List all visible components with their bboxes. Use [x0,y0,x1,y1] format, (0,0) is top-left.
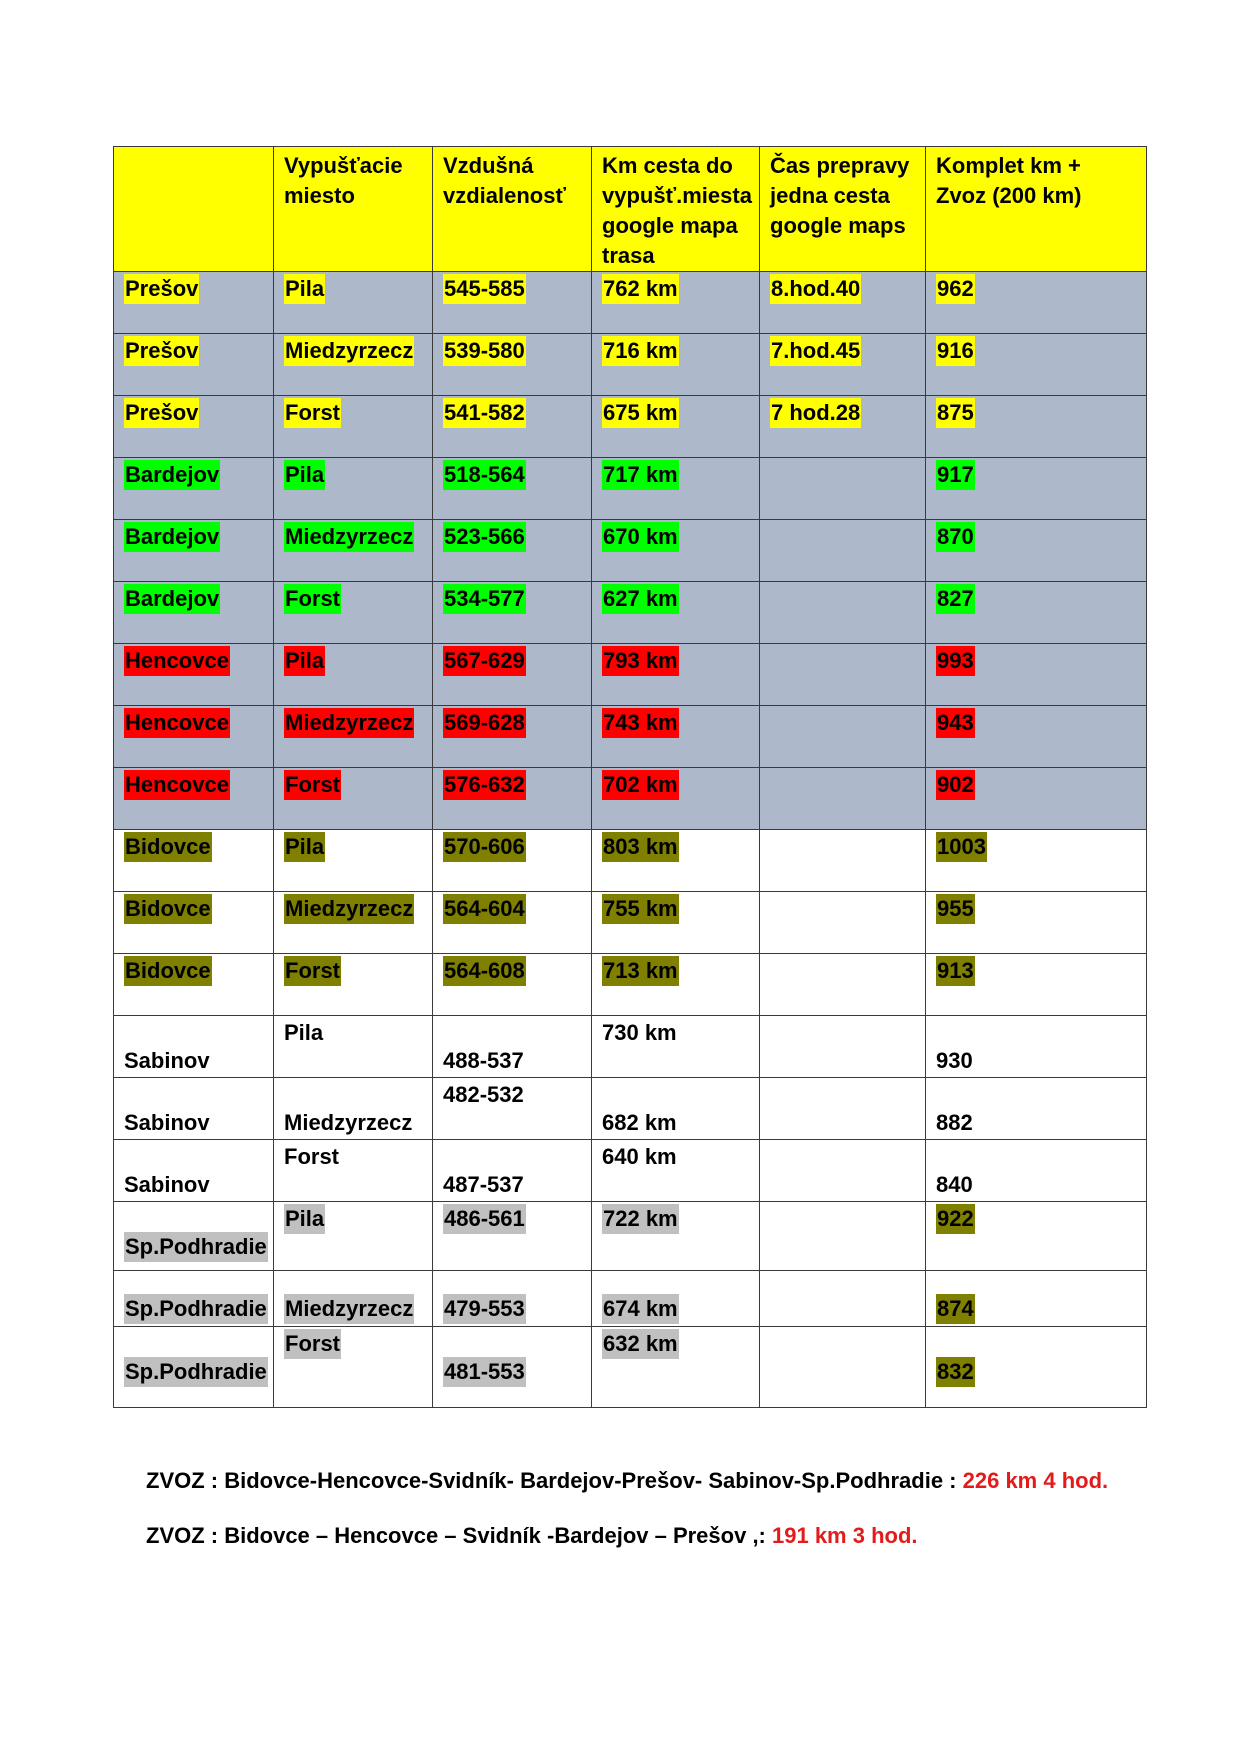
total-km-cell [926,1271,1147,1327]
table-row [114,644,1147,706]
release-site-text: Forst [284,398,341,428]
release-site-text: Forst [284,1329,341,1359]
origin-cell [114,520,274,582]
road-km-text: 793 km [602,646,679,676]
header-origin [114,147,274,272]
road-km-text: 762 km [602,274,679,304]
origin-text: Sp.Podhradie [124,1232,268,1262]
release-site-text: Pila [284,832,325,862]
origin-text: Sabinov [124,1110,210,1135]
travel-time-cell [760,582,926,644]
table-row [114,334,1147,396]
road-km-cell [592,706,760,768]
road-km-cell [592,1202,760,1271]
travel-time-cell [760,1016,926,1078]
release-site-text: Pila [284,460,325,490]
road-km-cell [592,892,760,954]
origin-text: Hencovce [124,646,230,676]
total-km-cell [926,458,1147,520]
origin-cell [114,1202,274,1271]
travel-time-cell [760,706,926,768]
travel-time-cell [760,830,926,892]
air-distance-cell [433,334,592,396]
origin-text: Sabinov [124,1048,210,1073]
travel-time-cell [760,334,926,396]
release-site-text: Pila [284,646,325,676]
table-row [114,1140,1147,1202]
release-site-cell [274,458,433,520]
release-site-cell [274,1271,433,1327]
air-distance-cell [433,1202,592,1271]
total-km-text: 993 [936,646,975,676]
origin-text: Bidovce [124,956,212,986]
origin-cell [114,954,274,1016]
road-km-text: 702 km [602,770,679,800]
air-distance-text: 482-532 [443,1082,524,1107]
travel-time-cell [760,1078,926,1140]
air-distance-text: 541-582 [443,398,526,428]
road-km-text: 755 km [602,894,679,924]
total-km-text: 832 [936,1357,975,1387]
release-site-cell [274,582,433,644]
origin-text: Sp.Podhradie [124,1294,268,1324]
total-km-text: 827 [936,584,975,614]
release-site-text: Forst [284,584,341,614]
table-row [114,272,1147,334]
header-air-distance: Vzdušná vzdialenosť [433,147,592,272]
air-distance-cell [433,768,592,830]
air-distance-cell [433,1271,592,1327]
road-km-text: 717 km [602,460,679,490]
road-km-cell [592,272,760,334]
total-km-cell [926,1202,1147,1271]
table-row [114,830,1147,892]
air-distance-cell [433,1078,592,1140]
travel-time-cell [760,1140,926,1202]
road-km-text: 632 km [602,1329,679,1359]
footnote-route-short [146,1523,918,1549]
total-km-text: 870 [936,522,975,552]
origin-text: Bidovce [124,832,212,862]
total-km-text: 930 [936,1048,973,1073]
total-km-text: 922 [936,1204,975,1234]
air-distance-cell [433,458,592,520]
release-site-cell [274,706,433,768]
travel-time-cell [760,892,926,954]
origin-cell [114,1078,274,1140]
footnote-route-full-text: ZVOZ : Bidovce-Hencovce-Svidník- Bardejov-Prešov- Sabinov-Sp.Podhradie : [146,1468,963,1493]
release-site-text: Forst [284,770,341,800]
origin-cell [114,892,274,954]
road-km-cell [592,954,760,1016]
air-distance-cell [433,582,592,644]
origin-cell [114,272,274,334]
road-km-text: 640 km [602,1144,677,1169]
air-distance-cell [433,1140,592,1202]
origin-cell [114,706,274,768]
table-row [114,892,1147,954]
release-site-text: Miedzyrzecz [284,336,414,366]
travel-time-text: 7.hod.45 [770,336,861,366]
table-row [114,458,1147,520]
footnote-route-full [146,1468,1108,1494]
air-distance-cell [433,644,592,706]
road-km-text: 675 km [602,398,679,428]
total-km-text: 1003 [936,832,987,862]
road-km-cell [592,1271,760,1327]
origin-cell [114,830,274,892]
air-distance-cell [433,520,592,582]
release-site-text: Miedzyrzecz [284,1294,414,1324]
air-distance-text: 488-537 [443,1048,524,1073]
release-site-text: Pila [284,1020,324,1045]
road-km-cell [592,582,760,644]
total-km-cell [926,520,1147,582]
travel-time-cell [760,520,926,582]
road-km-text: 682 km [602,1110,677,1135]
road-km-cell [592,1327,760,1408]
table-header-row [114,147,1147,272]
air-distance-text: 564-608 [443,956,526,986]
total-km-cell [926,1327,1147,1408]
total-km-cell [926,1140,1147,1202]
total-km-text: 962 [936,274,975,304]
total-km-cell [926,768,1147,830]
total-km-cell [926,830,1147,892]
header-road-km: Km cesta do vypušť.miesta google mapa trasa [592,147,760,272]
road-km-text: 627 km [602,584,679,614]
release-site-cell [274,1016,433,1078]
road-km-cell [592,644,760,706]
release-site-text: Pila [284,274,325,304]
air-distance-text: 539-580 [443,336,526,366]
air-distance-text: 564-604 [443,894,526,924]
travel-time-cell [760,954,926,1016]
release-site-text: Miedzyrzecz [284,522,414,552]
travel-time-cell [760,1327,926,1408]
road-km-text: 722 km [602,1204,679,1234]
origin-cell [114,1140,274,1202]
table-row [114,1016,1147,1078]
road-km-cell [592,396,760,458]
air-distance-cell [433,396,592,458]
road-km-cell [592,1140,760,1202]
release-site-cell [274,272,433,334]
table-row [114,1327,1147,1408]
table-row [114,706,1147,768]
origin-text: Sp.Podhradie [124,1357,268,1387]
air-distance-text: 570-606 [443,832,526,862]
origin-text: Prešov [124,336,199,366]
air-distance-cell [433,892,592,954]
air-distance-cell [433,954,592,1016]
air-distance-text: 487-537 [443,1172,524,1197]
release-site-text: Miedzyrzecz [284,894,414,924]
total-km-cell [926,706,1147,768]
origin-text: Prešov [124,398,199,428]
air-distance-cell [433,706,592,768]
road-km-text: 670 km [602,522,679,552]
total-km-text: 955 [936,894,975,924]
road-km-cell [592,768,760,830]
air-distance-cell [433,272,592,334]
total-km-cell [926,1078,1147,1140]
road-km-text: 803 km [602,832,679,862]
travel-time-cell [760,768,926,830]
road-km-cell [592,1016,760,1078]
table-row [114,1078,1147,1140]
origin-text: Bardejov [124,460,220,490]
travel-time-cell [760,272,926,334]
release-site-cell [274,644,433,706]
road-km-text: 713 km [602,956,679,986]
air-distance-text: 569-628 [443,708,526,738]
release-site-cell [274,892,433,954]
release-site-cell [274,334,433,396]
air-distance-text: 567-629 [443,646,526,676]
total-km-cell [926,892,1147,954]
air-distance-text: 481-553 [443,1357,526,1387]
total-km-cell [926,1016,1147,1078]
travel-time-cell [760,458,926,520]
total-km-cell [926,644,1147,706]
total-km-text: 913 [936,956,975,986]
travel-time-cell [760,1202,926,1271]
table-row [114,582,1147,644]
release-site-cell [274,1202,433,1271]
road-km-text: 730 km [602,1020,677,1045]
origin-cell [114,396,274,458]
footnote-route-full-value: 226 km 4 hod. [962,1468,1109,1493]
road-km-text: 674 km [602,1294,679,1324]
release-site-cell [274,1327,433,1408]
air-distance-text: 486-561 [443,1204,526,1234]
total-km-cell [926,334,1147,396]
release-site-cell [274,396,433,458]
origin-cell [114,768,274,830]
travel-time-text: 7 hod.28 [770,398,861,428]
header-total-km: Komplet km + Zvoz (200 km) [926,147,1147,272]
total-km-text: 874 [936,1294,975,1324]
origin-text: Prešov [124,274,199,304]
total-km-text: 916 [936,336,975,366]
table-row [114,1202,1147,1271]
header-travel-time: Čas prepravy jedna cesta google maps [760,147,926,272]
travel-time-text: 8.hod.40 [770,274,861,304]
origin-text: Hencovce [124,770,230,800]
origin-cell [114,644,274,706]
air-distance-text: 576-632 [443,770,526,800]
release-site-text: Pila [284,1204,325,1234]
origin-text: Bardejov [124,584,220,614]
origin-text: Bidovce [124,894,212,924]
release-site-cell [274,520,433,582]
total-km-cell [926,954,1147,1016]
table-row [114,1271,1147,1327]
total-km-text: 902 [936,770,975,800]
air-distance-text: 534-577 [443,584,526,614]
travel-time-cell [760,644,926,706]
road-km-cell [592,520,760,582]
travel-time-cell [760,396,926,458]
origin-text: Bardejov [124,522,220,552]
total-km-cell [926,396,1147,458]
total-km-text: 875 [936,398,975,428]
total-km-text: 917 [936,460,975,490]
air-distance-cell [433,1016,592,1078]
road-km-text: 743 km [602,708,679,738]
distance-table [113,146,1147,1408]
origin-text: Hencovce [124,708,230,738]
release-site-cell [274,954,433,1016]
air-distance-cell [433,830,592,892]
origin-cell [114,458,274,520]
table-row [114,520,1147,582]
release-site-cell [274,1140,433,1202]
air-distance-text: 523-566 [443,522,526,552]
release-site-text: Miedzyrzecz [284,1110,413,1135]
total-km-cell [926,582,1147,644]
table-row [114,768,1147,830]
travel-time-cell [760,1271,926,1327]
release-site-text: Miedzyrzecz [284,708,414,738]
origin-cell [114,1327,274,1408]
release-site-text: Forst [284,956,341,986]
air-distance-text: 479-553 [443,1294,526,1324]
total-km-cell [926,272,1147,334]
origin-cell [114,1016,274,1078]
air-distance-cell [433,1327,592,1408]
road-km-cell [592,334,760,396]
total-km-text: 943 [936,708,975,738]
air-distance-text: 545-585 [443,274,526,304]
header-release-site: Vypušťacie miesto [274,147,433,272]
origin-cell [114,334,274,396]
road-km-cell [592,830,760,892]
total-km-text: 882 [936,1110,973,1135]
footnote-route-short-text: ZVOZ : Bidovce – Hencovce – Svidník -Bardejov – Prešov ,: [146,1523,772,1548]
road-km-text: 716 km [602,336,679,366]
origin-cell [114,582,274,644]
release-site-cell [274,768,433,830]
origin-text: Sabinov [124,1172,210,1197]
release-site-cell [274,830,433,892]
release-site-text: Forst [284,1144,339,1169]
release-site-cell [274,1078,433,1140]
origin-cell [114,1271,274,1327]
table-row [114,396,1147,458]
table-row [114,954,1147,1016]
total-km-text: 840 [936,1172,973,1197]
footnote-route-short-value: 191 km 3 hod. [772,1523,918,1548]
road-km-cell [592,1078,760,1140]
road-km-cell [592,458,760,520]
air-distance-text: 518-564 [443,460,526,490]
